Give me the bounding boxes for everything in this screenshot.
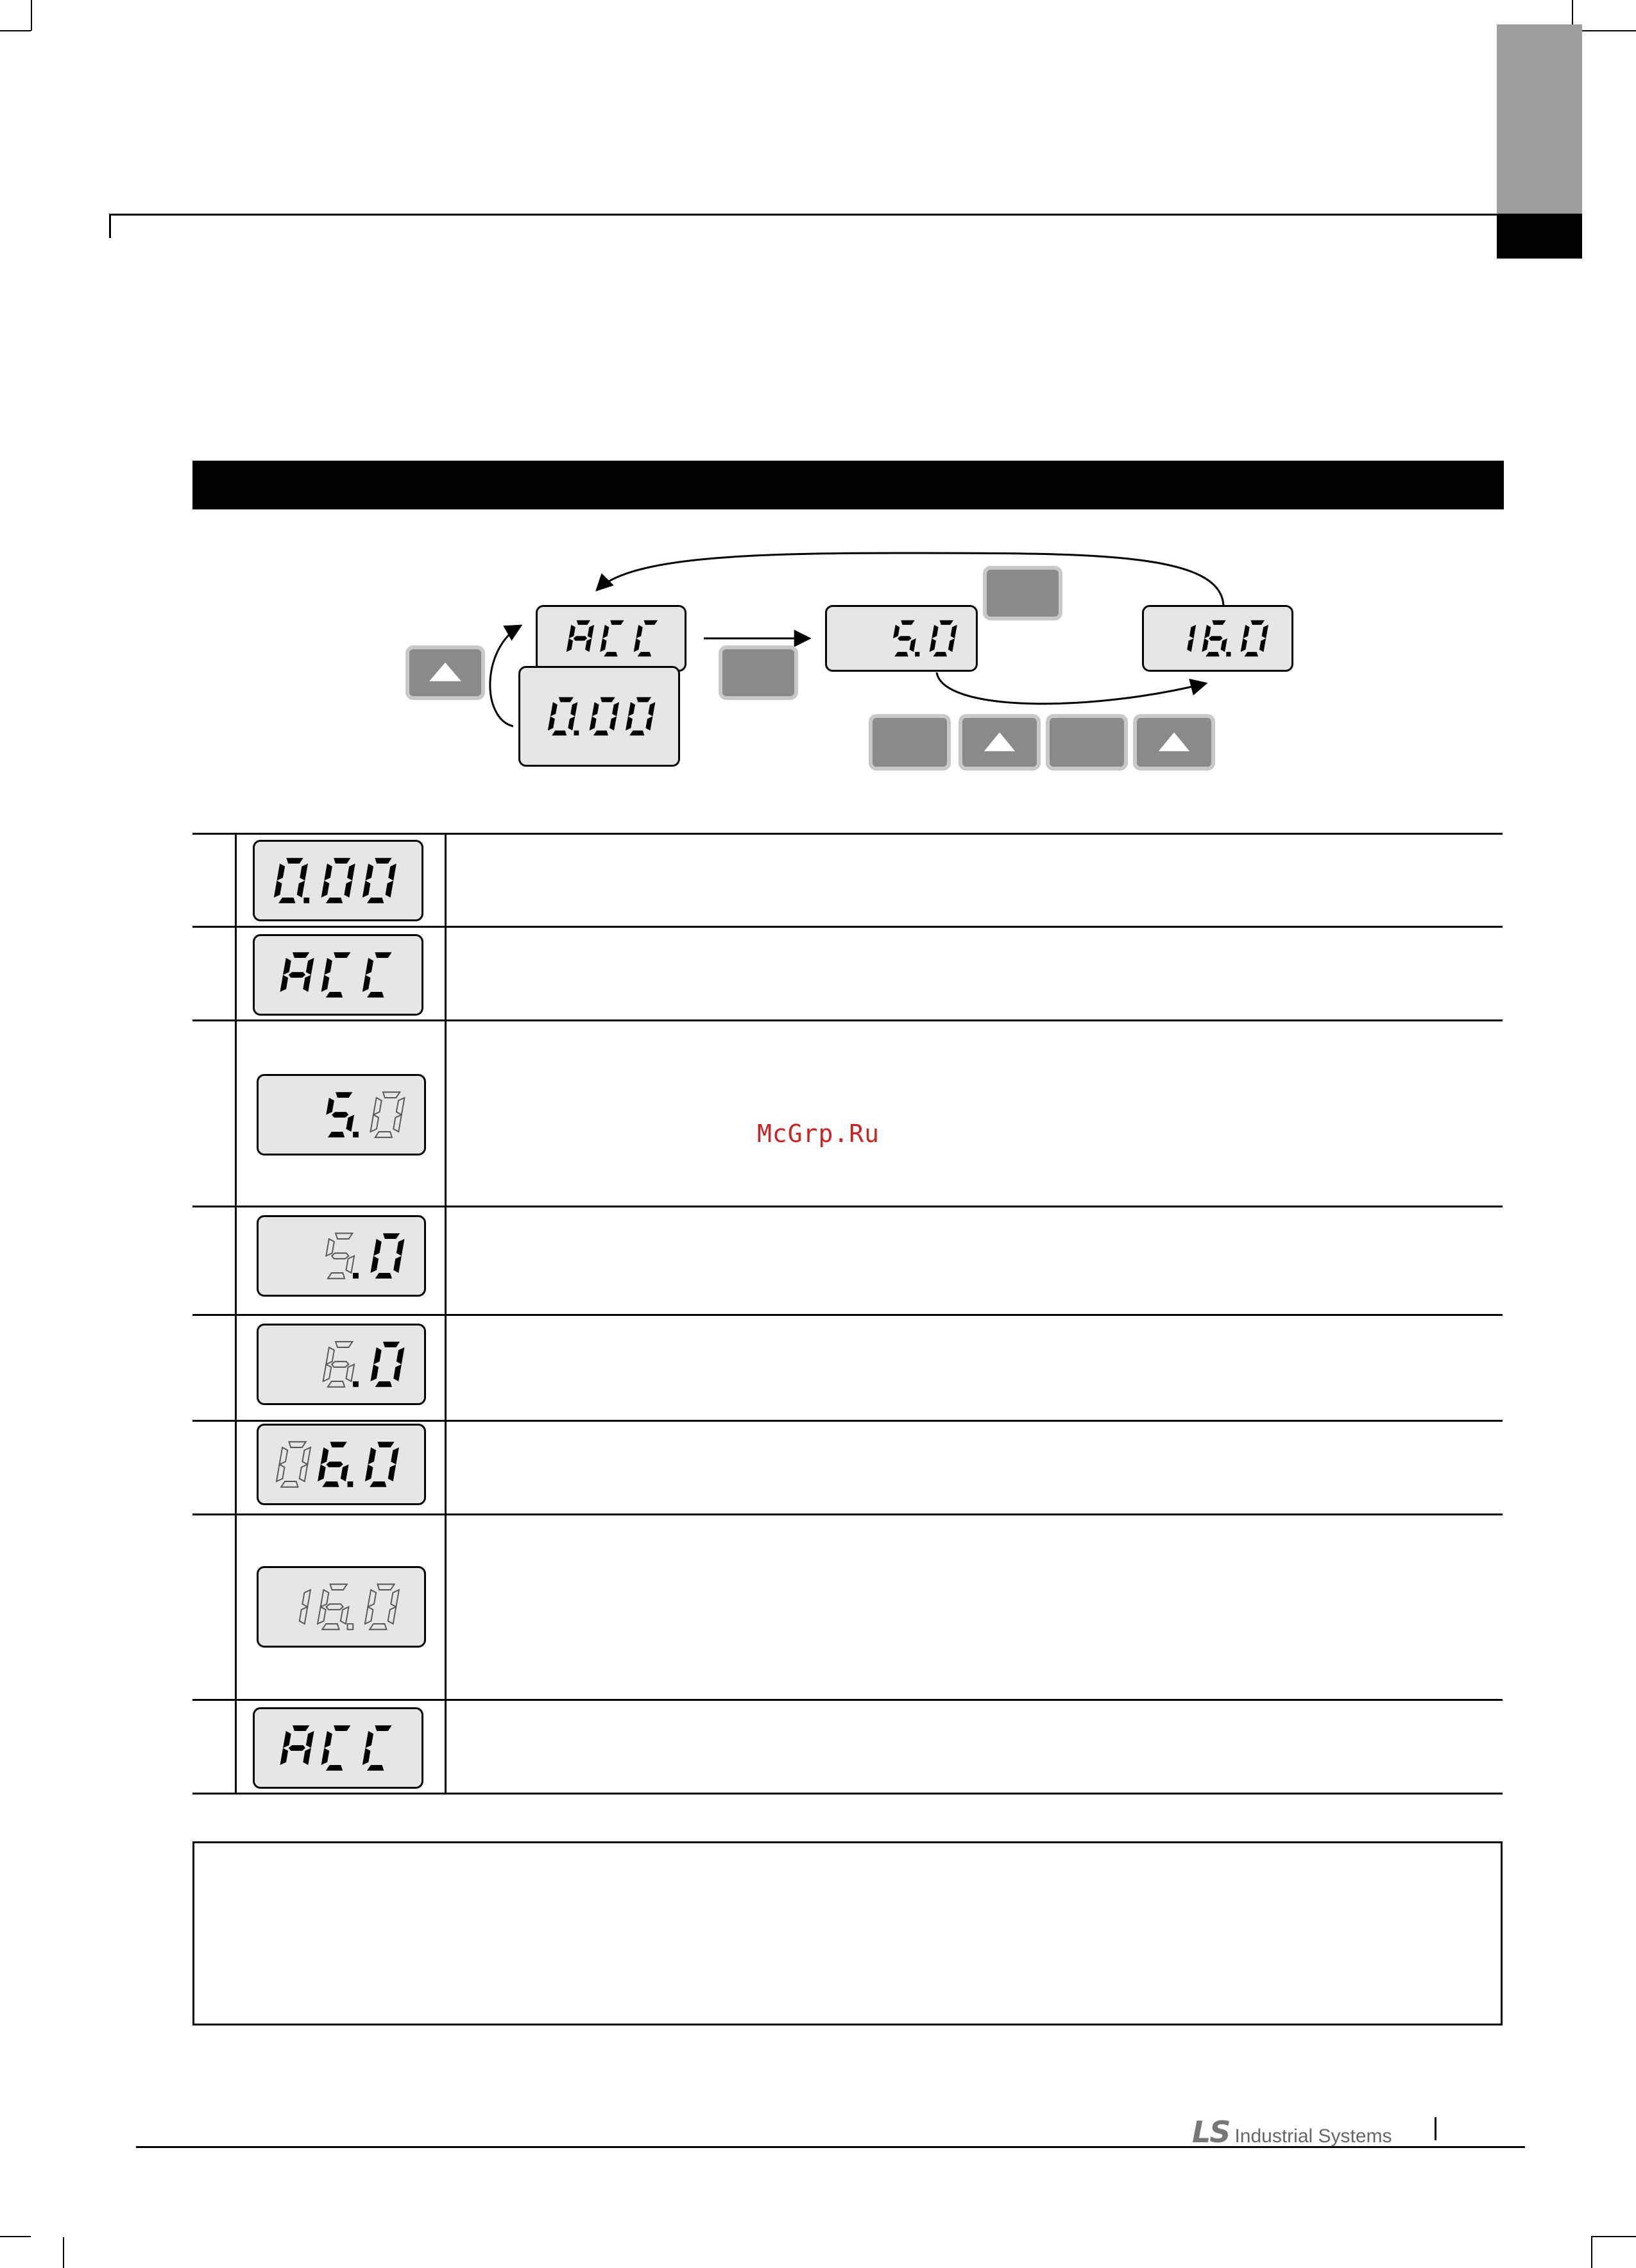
- lcd-segment: [324, 864, 332, 880]
- lcd-segment: [277, 864, 285, 880]
- lcd-segment: [324, 958, 332, 975]
- table-rule: [192, 1420, 1503, 1422]
- lcd-segment: [396, 1347, 405, 1364]
- lcd-segment: [293, 1725, 309, 1731]
- lcd-segment: [274, 881, 282, 898]
- lcd-segment: [375, 858, 391, 864]
- logo-mark: LS: [1192, 2115, 1230, 2149]
- lcd-segment: [334, 1725, 350, 1731]
- table-column-divider: [235, 833, 237, 1795]
- lcd-segment: [324, 1731, 332, 1748]
- lcd-segment: [332, 1253, 348, 1259]
- seven-segment-readout: [259, 1217, 424, 1295]
- lcd-segment: [336, 1233, 352, 1239]
- lcd-segment: [370, 1481, 386, 1487]
- lcd-segment: [367, 992, 384, 998]
- lcd-segment: [368, 1590, 376, 1607]
- lcd-segment: [321, 1447, 329, 1464]
- seven-segment-readout: [255, 842, 422, 919]
- seven-segment-readout: [259, 1076, 424, 1154]
- lcd-segment: [373, 1239, 382, 1256]
- lcd-segment: [393, 1365, 402, 1381]
- logo-name: Industrial Systems: [1234, 2126, 1392, 2147]
- lcd-segment: [293, 952, 309, 958]
- step-display: [257, 1424, 426, 1505]
- lcd-decimal-point: [303, 898, 309, 903]
- table-rule: [192, 1699, 1503, 1701]
- lcd-segment: [322, 1624, 339, 1630]
- table-rule: [192, 1793, 1503, 1795]
- table-rule: [192, 1019, 1503, 1021]
- lcd-segment: [300, 864, 308, 880]
- lcd-segment: [300, 1465, 308, 1481]
- lcd-segment: [283, 958, 291, 975]
- lcd-segment: [375, 1273, 392, 1279]
- lcd-segment: [332, 1361, 348, 1367]
- lcd-segment: [330, 1584, 347, 1590]
- crop-mark: [63, 2237, 64, 2268]
- lcd-segment: [328, 1273, 345, 1279]
- lcd-segment: [289, 1745, 305, 1751]
- lcd-segment: [332, 1112, 348, 1118]
- seven-segment-readout: [259, 1568, 424, 1646]
- step-display: [257, 1566, 426, 1648]
- lcd-segment: [328, 1132, 345, 1138]
- lcd-segment: [326, 1604, 343, 1610]
- lcd-segment: [306, 1731, 314, 1748]
- lcd-segment: [346, 1365, 354, 1381]
- lcd-segment: [391, 1447, 399, 1464]
- lcd-segment: [375, 1725, 391, 1731]
- lcd-segment: [300, 1607, 308, 1624]
- step-display: [253, 1707, 423, 1789]
- lcd-decimal-point: [353, 1132, 359, 1138]
- table-rule: [192, 926, 1503, 928]
- lcd-segment: [391, 1590, 399, 1607]
- lcd-segment: [286, 858, 303, 864]
- lcd-segment: [396, 1098, 405, 1114]
- crop-mark: [0, 2236, 31, 2237]
- footer-separator: [1435, 2117, 1436, 2140]
- lcd-segment: [289, 1442, 305, 1447]
- lcd-segment: [370, 1256, 379, 1273]
- lcd-decimal-point: [353, 1381, 359, 1387]
- lcd-segment: [344, 881, 352, 898]
- lcd-segment: [326, 1347, 334, 1364]
- lcd-segment: [278, 898, 295, 903]
- lcd-segment: [375, 1381, 392, 1387]
- step-display: [257, 1324, 426, 1405]
- lcd-segment: [370, 1115, 379, 1132]
- lcd-decimal-point: [348, 1481, 354, 1487]
- lcd-segment: [302, 1590, 311, 1607]
- lcd-segment: [373, 1098, 382, 1114]
- lcd-segment: [334, 952, 350, 958]
- lcd-segment: [365, 958, 373, 975]
- lcd-segment: [318, 1607, 326, 1624]
- lcd-segment: [362, 975, 371, 992]
- watermark: McGrp.Ru: [757, 1120, 880, 1148]
- seven-segment-readout: [255, 1709, 422, 1787]
- lcd-segment: [341, 1465, 349, 1481]
- lcd-segment: [362, 1748, 371, 1765]
- lcd-segment: [281, 1481, 298, 1487]
- lcd-segment: [277, 1465, 285, 1481]
- lcd-segment: [326, 992, 343, 998]
- seven-segment-readout: [259, 1326, 424, 1403]
- lcd-segment: [326, 1239, 334, 1256]
- lcd-segment: [375, 952, 391, 958]
- lcd-segment: [334, 858, 350, 864]
- lcd-segment: [280, 1748, 288, 1765]
- lcd-segment: [365, 1731, 373, 1748]
- lcd-segment: [283, 1731, 291, 1748]
- lcd-segment: [321, 1590, 329, 1607]
- lcd-segment: [386, 881, 394, 898]
- lcd-segment: [365, 1465, 373, 1481]
- lcd-segment: [393, 1115, 402, 1132]
- lcd-segment: [297, 881, 305, 898]
- lcd-segment: [328, 1381, 345, 1387]
- step-display: [253, 934, 423, 1016]
- lcd-segment: [326, 1098, 334, 1114]
- lcd-segment: [336, 1092, 352, 1098]
- lcd-segment: [303, 1748, 311, 1765]
- lcd-segment: [321, 975, 330, 992]
- lcd-segment: [322, 1481, 339, 1487]
- lcd-segment: [370, 1624, 386, 1630]
- lcd-decimal-point: [353, 1273, 359, 1279]
- lcd-segment: [367, 898, 384, 903]
- lcd-segment: [303, 975, 311, 992]
- lcd-segment: [321, 881, 330, 898]
- lcd-segment: [365, 864, 373, 880]
- lcd-segment: [388, 864, 396, 880]
- lcd-segment: [306, 958, 314, 975]
- lcd-segment: [321, 1748, 330, 1765]
- lcd-segment: [346, 1115, 354, 1132]
- lcd-segment: [377, 1584, 394, 1590]
- lcd-segment: [367, 1765, 384, 1771]
- lcd-segment: [388, 1607, 396, 1624]
- lcd-segment: [323, 1365, 332, 1381]
- step-display: [257, 1074, 426, 1155]
- lcd-decimal-point: [348, 1624, 354, 1630]
- lcd-segment: [383, 1342, 400, 1347]
- lcd-segment: [336, 1342, 352, 1347]
- lcd-segment: [318, 1465, 326, 1481]
- company-logo: [1192, 2115, 1392, 2147]
- lcd-segment: [383, 1233, 400, 1239]
- table-rule: [192, 1206, 1503, 1207]
- lcd-segment: [362, 881, 371, 898]
- lcd-segment: [302, 1447, 311, 1464]
- table-column-divider: [445, 833, 447, 1795]
- note-box: [192, 1841, 1503, 2025]
- lcd-segment: [377, 1442, 394, 1447]
- crop-mark: [1591, 2237, 1592, 2268]
- lcd-segment: [346, 1256, 354, 1273]
- lcd-segment: [326, 1462, 343, 1467]
- lcd-segment: [330, 1442, 347, 1447]
- lcd-segment: [289, 972, 305, 978]
- lcd-segment: [373, 1347, 382, 1364]
- step-display: [257, 1215, 426, 1297]
- lcd-segment: [326, 898, 343, 903]
- lcd-segment: [383, 1092, 400, 1098]
- lcd-segment: [341, 1607, 349, 1624]
- table-rule: [192, 1513, 1503, 1515]
- lcd-segment: [396, 1239, 405, 1256]
- seven-segment-readout: [259, 1426, 424, 1503]
- lcd-segment: [365, 1607, 373, 1624]
- lcd-segment: [326, 1765, 343, 1771]
- step-display: [253, 840, 423, 921]
- lcd-segment: [375, 1132, 392, 1138]
- lcd-segment: [388, 1465, 396, 1481]
- lcd-segment: [393, 1256, 402, 1273]
- lcd-segment: [368, 1447, 376, 1464]
- seven-segment-readout: [255, 936, 422, 1014]
- lcd-segment: [370, 1365, 379, 1381]
- lcd-segment: [347, 864, 355, 880]
- lcd-segment: [279, 1447, 287, 1464]
- table-rule: [192, 833, 1503, 835]
- table-rule: [192, 1314, 1503, 1316]
- crop-mark: [1591, 2236, 1636, 2237]
- lcd-segment: [280, 975, 288, 992]
